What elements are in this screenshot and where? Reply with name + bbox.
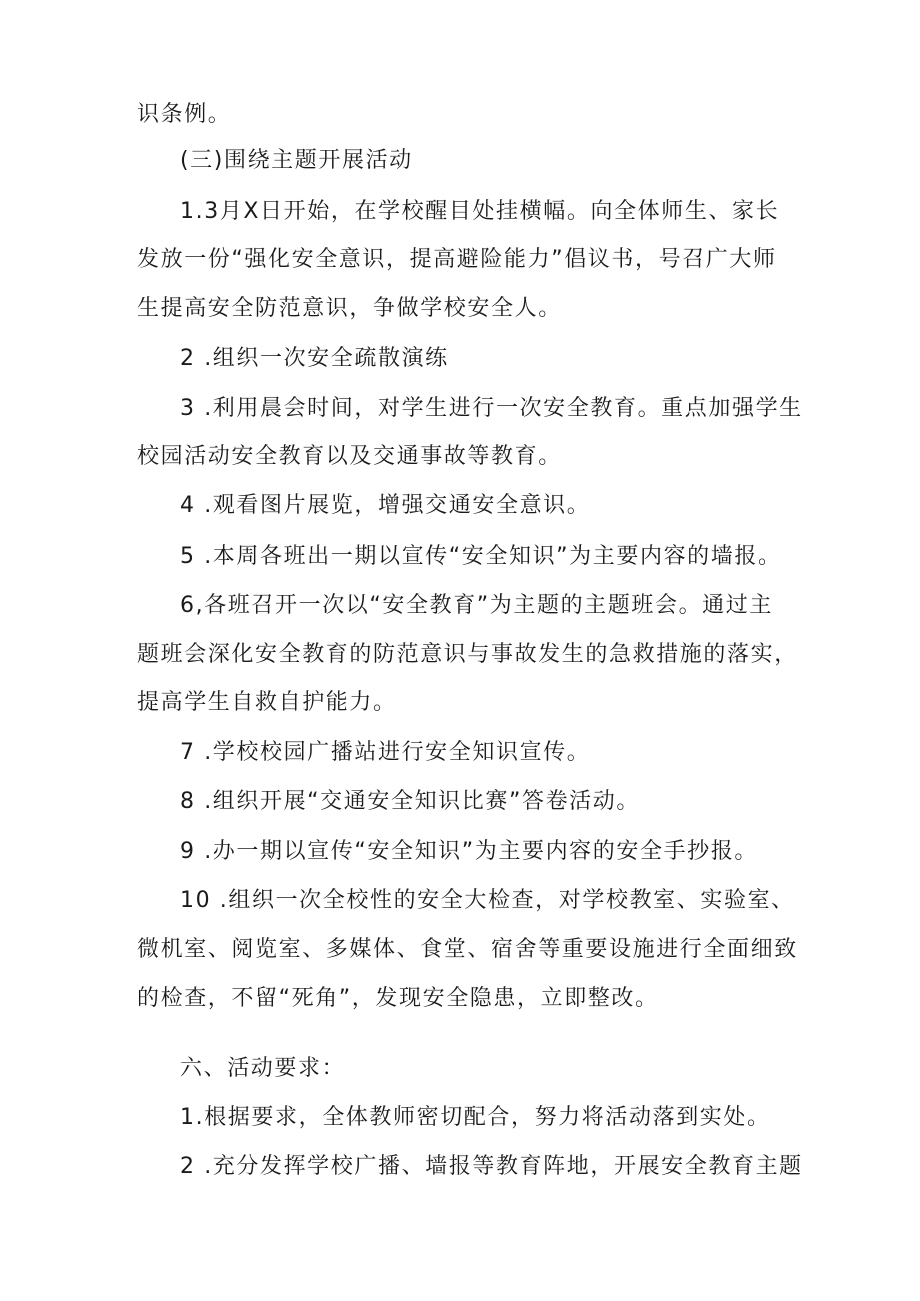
requirement-item-1: 1.根据要求，全体教师密切配合，努力将活动落到实处。	[180, 1105, 771, 1130]
list-item-3-line: 3 .利用晨会时间，对学生进行一次安全教育。重点加强学生	[180, 396, 803, 421]
section-heading: (三)围绕主题开展活动	[180, 148, 413, 173]
list-item-3-line: 校园活动安全教育以及交通事故等教育。	[137, 444, 562, 469]
list-item-10-line: 的检查，不留“死角”，发现安全隐患，立即整改。	[137, 986, 659, 1011]
list-item-5: 5 .本周各班出一期以宣传“安全知识”为主要内容的墙报。	[180, 544, 782, 569]
list-item-1-line: 1.3月X日开始，在学校醒目处挂横幅。向全体师生、家长	[180, 199, 780, 224]
section-heading: 六、活动要求：	[180, 1056, 346, 1081]
list-item-10-line: 10 .组织一次全校性的安全大检查，对学校教室、实验室、	[180, 888, 795, 913]
requirement-item-2: 2 .充分发挥学校广播、墙报等教育阵地，开展安全教育主题	[180, 1154, 803, 1179]
list-item-6-line: 提高学生自救自护能力。	[137, 690, 397, 715]
list-item-2: 2 .组织一次安全疏散演练	[180, 346, 449, 371]
list-item-7: 7 .学校校园广播站进行安全知识宣传。	[180, 740, 591, 765]
list-item-4: 4 .观看图片展览，增强交通安全意识。	[180, 493, 591, 518]
list-item-6-line: 6,各班召开一次以“安全教育”为主题的主题班会。通过主	[180, 593, 773, 618]
list-item-1-line: 发放一份“强化安全意识，提高避险能力”倡议书，号召广大师	[137, 247, 777, 272]
list-item-6-line: 题班会深化安全教育的防范意识与事故发生的急救措施的落实，	[137, 642, 798, 667]
paragraph-line: 识条例。	[137, 102, 232, 127]
list-item-10-line: 微机室、阅览室、多媒体、食堂、宿舍等重要设施进行全面细致	[137, 937, 798, 962]
list-item-1-line: 生提高安全防范意识，争做学校安全人。	[137, 296, 562, 321]
list-item-9: 9 .办一期以宣传“安全知识”为主要内容的安全手抄报。	[180, 839, 758, 864]
list-item-8: 8 .组织开展“交通安全知识比赛”答卷活动。	[180, 789, 640, 814]
